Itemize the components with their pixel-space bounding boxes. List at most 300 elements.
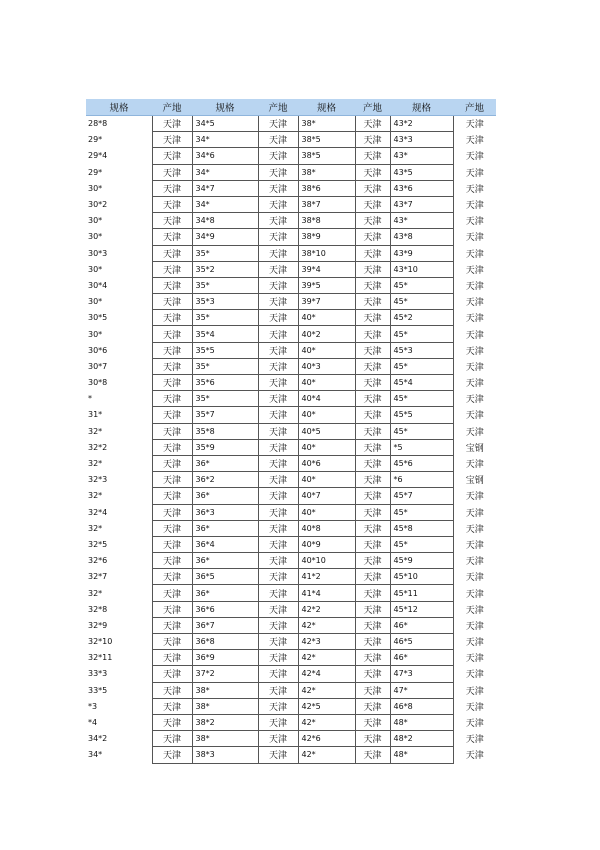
origin-cell: 天津 (258, 132, 298, 148)
spec-cell: 38*5 (298, 148, 355, 164)
table-row (86, 358, 496, 374)
spec-cell: *3 (88, 701, 98, 711)
spec-cell: 43*5 (390, 164, 453, 180)
spec-cell: 29* (88, 135, 103, 145)
spec-cell: 46*8 (390, 698, 453, 714)
origin-cell: 天津 (258, 294, 298, 310)
spec-cell: 36*6 (192, 601, 258, 617)
table-row (86, 617, 496, 633)
origin-cell: 天津 (355, 245, 390, 261)
origin-cell: 天津 (152, 391, 192, 407)
origin-cell: 天津 (152, 569, 192, 585)
spec-cell: 40* (298, 472, 355, 488)
spec-cell: 40*3 (298, 358, 355, 374)
spec-cell: 32*6 (88, 556, 108, 566)
origin-cell: 天津 (465, 120, 484, 131)
table-row (86, 326, 496, 342)
spec-cell: 35* (192, 310, 258, 326)
spec-cell: 38*3 (192, 747, 258, 763)
spec-cell: 32*2 (88, 442, 108, 452)
origin-cell: 天津 (258, 116, 298, 132)
origin-cell: 天津 (465, 670, 484, 681)
spec-cell: 38*2 (192, 714, 258, 730)
origin-cell: 天津 (465, 249, 484, 260)
spec-cell: 36* (192, 520, 258, 536)
origin-cell: 天津 (152, 472, 192, 488)
spec-cell: 42*3 (298, 634, 355, 650)
origin-cell: 天津 (152, 375, 192, 391)
table-row (86, 714, 496, 730)
spec-cell: 30*2 (88, 200, 108, 210)
origin-cell: 天津 (465, 346, 484, 357)
origin-cell: 天津 (258, 747, 298, 763)
origin-cell: 天津 (152, 407, 192, 423)
table-row (86, 682, 496, 698)
spec-cell: 46* (390, 650, 453, 666)
spec-cell: 45*6 (390, 455, 453, 471)
origin-cell: 天津 (152, 666, 192, 682)
origin-cell: 天津 (258, 326, 298, 342)
spec-cell: 32* (88, 523, 103, 533)
spec-cell: 32*3 (88, 475, 108, 485)
spec-cell: 30*4 (88, 280, 108, 290)
table-row (86, 520, 496, 536)
origin-cell: 天津 (355, 698, 390, 714)
spec-cell: 34*9 (192, 229, 258, 245)
origin-cell: 天津 (355, 488, 390, 504)
spec-cell: 39*4 (298, 261, 355, 277)
origin-cell: 天津 (355, 504, 390, 520)
spec-cell: 36* (192, 585, 258, 601)
spec-cell: 42* (298, 617, 355, 633)
column-header-spec: 规格 (192, 99, 258, 116)
spec-cell: 35* (192, 391, 258, 407)
origin-cell: 天津 (465, 492, 484, 503)
origin-cell: 天津 (355, 326, 390, 342)
table-row (86, 553, 496, 569)
spec-cell: 34* (88, 750, 103, 760)
spec-cell: 32*8 (88, 604, 108, 614)
spec-cell: 42* (298, 650, 355, 666)
spec-cell: 30* (88, 264, 103, 274)
origin-cell: 天津 (258, 375, 298, 391)
spec-cell: 29*4 (88, 151, 108, 161)
spec-cell: 45*4 (390, 375, 453, 391)
spec-cell: 40*10 (298, 553, 355, 569)
spec-cell: 35*6 (192, 375, 258, 391)
origin-cell: 天津 (465, 654, 484, 665)
origin-cell: 天津 (258, 310, 298, 326)
spec-cell: 32*11 (88, 653, 113, 663)
spec-cell: 33*5 (88, 685, 108, 695)
origin-cell: 天津 (258, 536, 298, 552)
table-row (86, 310, 496, 326)
origin-cell: 天津 (152, 504, 192, 520)
spec-cell: 45* (390, 391, 453, 407)
origin-cell: 天津 (465, 395, 484, 406)
spec-cell: 38*7 (298, 196, 355, 212)
origin-cell: 天津 (355, 148, 390, 164)
origin-cell: 天津 (152, 553, 192, 569)
table-row (86, 277, 496, 293)
table-row (86, 601, 496, 617)
spec-cell: 38*8 (298, 213, 355, 229)
spec-cell: * (88, 394, 92, 404)
origin-cell: 天津 (355, 650, 390, 666)
table-row (86, 261, 496, 277)
origin-cell: 天津 (355, 455, 390, 471)
spec-cell: 34*7 (192, 180, 258, 196)
table-row (86, 245, 496, 261)
spec-cell: 43* (390, 148, 453, 164)
origin-cell: 天津 (465, 638, 484, 649)
origin-cell: 天津 (355, 585, 390, 601)
spec-cell: 43*3 (390, 132, 453, 148)
origin-cell: 天津 (152, 148, 192, 164)
origin-cell: 天津 (355, 520, 390, 536)
origin-cell: 天津 (258, 148, 298, 164)
origin-cell: 天津 (152, 439, 192, 455)
origin-cell: 天津 (355, 342, 390, 358)
origin-cell: 天津 (355, 213, 390, 229)
origin-cell: 天津 (258, 585, 298, 601)
spec-cell: 35* (192, 358, 258, 374)
origin-cell: 天津 (465, 508, 484, 519)
spec-cell: 36* (192, 455, 258, 471)
spec-cell: 45*12 (390, 601, 453, 617)
origin-cell: 天津 (258, 358, 298, 374)
spec-cell: 30*6 (88, 345, 108, 355)
spec-cell: 41*2 (298, 569, 355, 585)
spec-cell: 42* (298, 682, 355, 698)
table-row (86, 116, 496, 132)
spec-cell: 43*10 (390, 261, 453, 277)
table-row (86, 148, 496, 164)
spec-cell: 34* (192, 196, 258, 212)
origin-cell: 天津 (258, 504, 298, 520)
origin-cell: 天津 (258, 472, 298, 488)
spec-cell: 38* (192, 682, 258, 698)
origin-cell: 天津 (152, 634, 192, 650)
origin-cell: 天津 (258, 164, 298, 180)
origin-cell: 天津 (465, 702, 484, 713)
origin-cell: 天津 (355, 261, 390, 277)
table-row (86, 747, 496, 763)
origin-cell: 天津 (152, 261, 192, 277)
table-row (86, 488, 496, 504)
table-row (86, 698, 496, 714)
table-row (86, 423, 496, 439)
spec-cell: 40*8 (298, 520, 355, 536)
spec-cell: 35*2 (192, 261, 258, 277)
origin-cell: 天津 (258, 180, 298, 196)
table-row (86, 731, 496, 747)
origin-cell: 天津 (465, 411, 484, 422)
origin-cell: 天津 (152, 747, 192, 763)
origin-cell: 天津 (258, 196, 298, 212)
table-row (86, 229, 496, 245)
spec-cell: 40*4 (298, 391, 355, 407)
origin-cell: 天津 (355, 553, 390, 569)
origin-cell: 天津 (465, 686, 484, 697)
spec-cell: 40* (298, 342, 355, 358)
spec-cell: *4 (88, 718, 98, 728)
origin-cell: 天津 (258, 553, 298, 569)
origin-cell: 天津 (152, 180, 192, 196)
origin-cell: 天津 (465, 524, 484, 535)
origin-cell: 天津 (258, 569, 298, 585)
spec-cell: 45*11 (390, 585, 453, 601)
spec-cell: 47* (390, 682, 453, 698)
origin-cell: 天津 (465, 719, 484, 730)
spec-cell: 36*9 (192, 650, 258, 666)
spec-cell: 36*7 (192, 617, 258, 633)
origin-cell: 天津 (258, 698, 298, 714)
spec-cell: 36*4 (192, 536, 258, 552)
origin-cell: 天津 (355, 714, 390, 730)
spec-cell: 42*2 (298, 601, 355, 617)
spec-cell: 38* (298, 116, 355, 132)
table-row (86, 196, 496, 212)
table-row (86, 439, 496, 455)
spec-cell: 38*6 (298, 180, 355, 196)
origin-cell: 天津 (258, 601, 298, 617)
spec-cell: 43*7 (390, 196, 453, 212)
origin-cell: 天津 (465, 201, 484, 212)
origin-cell: 天津 (152, 650, 192, 666)
column-header-spec: 规格 (390, 99, 453, 116)
spec-cell: 40*5 (298, 423, 355, 439)
spec-cell: 30*5 (88, 313, 108, 323)
origin-cell: 天津 (152, 714, 192, 730)
spec-cell: 45* (390, 294, 453, 310)
origin-cell: 天津 (465, 281, 484, 292)
origin-cell: 天津 (465, 233, 484, 244)
origin-cell: 天津 (465, 427, 484, 438)
origin-cell: 天津 (465, 217, 484, 228)
spec-cell: 36* (192, 553, 258, 569)
origin-cell: 天津 (465, 573, 484, 584)
spec-cell: 45* (390, 536, 453, 552)
spec-cell: 36*3 (192, 504, 258, 520)
origin-cell: 天津 (355, 132, 390, 148)
origin-cell: 天津 (465, 540, 484, 551)
spec-cell: 31* (88, 410, 103, 420)
spec-cell: 43*2 (390, 116, 453, 132)
table-row (86, 375, 496, 391)
spec-cell: 45*7 (390, 488, 453, 504)
spec-origin-sheet (86, 99, 496, 764)
spec-cell: 40* (298, 310, 355, 326)
table-row (86, 294, 496, 310)
origin-cell: 天津 (465, 751, 484, 762)
spec-cell: 45*9 (390, 553, 453, 569)
table-row (86, 342, 496, 358)
spec-cell: 45* (390, 423, 453, 439)
spec-origin-table (86, 99, 496, 764)
origin-cell: 天津 (355, 731, 390, 747)
origin-cell: 天津 (465, 168, 484, 179)
spec-cell: 33*3 (88, 669, 108, 679)
spec-cell: 40* (298, 504, 355, 520)
spec-cell: 32* (88, 426, 103, 436)
origin-cell: 天津 (465, 605, 484, 616)
origin-cell: 天津 (355, 294, 390, 310)
column-header-spec: 规格 (298, 99, 355, 116)
origin-cell: 天津 (465, 557, 484, 568)
spec-cell: 45* (390, 277, 453, 293)
spec-cell: 40* (298, 375, 355, 391)
column-header-spec: 规格 (86, 99, 152, 116)
origin-cell: 天津 (355, 666, 390, 682)
spec-cell: 37*2 (192, 666, 258, 682)
origin-cell: 天津 (258, 423, 298, 439)
table-row (86, 634, 496, 650)
spec-cell: 40*9 (298, 536, 355, 552)
spec-cell: 32*10 (88, 637, 113, 647)
table-row (86, 569, 496, 585)
origin-cell: 天津 (152, 310, 192, 326)
origin-cell: 天津 (152, 213, 192, 229)
spec-cell: 30*8 (88, 378, 108, 388)
table-row (86, 536, 496, 552)
spec-cell: 30* (88, 329, 103, 339)
spec-cell: 32*9 (88, 620, 108, 630)
origin-cell: 天津 (152, 294, 192, 310)
spec-cell: 38* (192, 698, 258, 714)
origin-cell: 天津 (152, 682, 192, 698)
spec-cell: 43*6 (390, 180, 453, 196)
spec-cell: 28*8 (88, 119, 108, 129)
spec-cell: 38*5 (298, 132, 355, 148)
spec-cell: 45*3 (390, 342, 453, 358)
spec-cell: 43*9 (390, 245, 453, 261)
origin-cell: 天津 (258, 617, 298, 633)
origin-cell: 天津 (355, 423, 390, 439)
spec-cell: 30* (88, 216, 103, 226)
origin-cell: 天津 (355, 116, 390, 132)
origin-cell: 天津 (465, 362, 484, 373)
origin-cell: 天津 (258, 682, 298, 698)
spec-cell: 32* (88, 491, 103, 501)
origin-cell: 天津 (465, 136, 484, 147)
spec-cell: 36*8 (192, 634, 258, 650)
spec-cell: 39*7 (298, 294, 355, 310)
origin-cell: 天津 (355, 164, 390, 180)
origin-cell: 天津 (355, 229, 390, 245)
spec-cell: 42*4 (298, 666, 355, 682)
origin-cell: 天津 (355, 472, 390, 488)
origin-cell: 天津 (355, 439, 390, 455)
spec-cell: 32*5 (88, 539, 108, 549)
origin-cell: 天津 (355, 391, 390, 407)
table-row (86, 132, 496, 148)
spec-cell: 42*5 (298, 698, 355, 714)
spec-cell: 38* (192, 731, 258, 747)
origin-cell: 天津 (465, 184, 484, 195)
origin-cell: 天津 (258, 391, 298, 407)
table-row (86, 504, 496, 520)
origin-cell: 天津 (258, 634, 298, 650)
header-row (86, 99, 496, 116)
spec-cell: 38* (298, 164, 355, 180)
origin-cell: 天津 (152, 196, 192, 212)
origin-cell: 天津 (152, 455, 192, 471)
origin-cell: 天津 (258, 229, 298, 245)
origin-cell: 天津 (355, 180, 390, 196)
spec-cell: *5 (390, 439, 453, 455)
spec-cell: 43* (390, 213, 453, 229)
spec-cell: 35* (192, 245, 258, 261)
spec-cell: 35*3 (192, 294, 258, 310)
origin-cell: 天津 (465, 330, 484, 341)
spec-cell: 42* (298, 714, 355, 730)
spec-cell: 29* (88, 167, 103, 177)
spec-cell: 40*2 (298, 326, 355, 342)
spec-cell: 36* (192, 488, 258, 504)
origin-cell: 天津 (355, 375, 390, 391)
spec-cell: 45* (390, 504, 453, 520)
origin-cell: 天津 (465, 152, 484, 163)
origin-cell: 天津 (465, 379, 484, 390)
spec-cell: 34*8 (192, 213, 258, 229)
origin-cell: 天津 (355, 569, 390, 585)
spec-cell: 30* (88, 183, 103, 193)
origin-cell: 天津 (465, 298, 484, 309)
origin-cell: 天津 (258, 714, 298, 730)
spec-cell: 45* (390, 358, 453, 374)
table-row (86, 666, 496, 682)
spec-cell: 30* (88, 297, 103, 307)
spec-cell: 32* (88, 588, 103, 598)
origin-cell: 天津 (355, 747, 390, 763)
spec-cell: 34*6 (192, 148, 258, 164)
origin-cell: 天津 (465, 265, 484, 276)
spec-cell: 30*7 (88, 361, 108, 371)
spec-cell: 41*4 (298, 585, 355, 601)
origin-cell: 天津 (355, 358, 390, 374)
spec-cell: 43*8 (390, 229, 453, 245)
spec-cell: 35*5 (192, 342, 258, 358)
spec-cell: 38*9 (298, 229, 355, 245)
spec-cell: 39*5 (298, 277, 355, 293)
origin-cell: 天津 (258, 455, 298, 471)
spec-cell: 47*3 (390, 666, 453, 682)
spec-cell: 40* (298, 439, 355, 455)
origin-cell: 天津 (355, 407, 390, 423)
origin-cell: 天津 (355, 634, 390, 650)
spec-cell: 35*9 (192, 439, 258, 455)
origin-cell: 天津 (355, 310, 390, 326)
origin-cell: 天津 (152, 245, 192, 261)
spec-cell: 35*8 (192, 423, 258, 439)
column-header-origin: 产地 (453, 99, 496, 116)
spec-cell: 45*2 (390, 310, 453, 326)
spec-cell: 32* (88, 459, 103, 469)
spec-cell: 32*7 (88, 572, 108, 582)
spec-cell: 48* (390, 747, 453, 763)
origin-cell: 天津 (258, 261, 298, 277)
origin-cell: 天津 (152, 132, 192, 148)
origin-cell: 天津 (465, 621, 484, 632)
origin-cell: 天津 (152, 164, 192, 180)
spec-cell: 35*4 (192, 326, 258, 342)
origin-cell: 天津 (152, 585, 192, 601)
origin-cell: 天津 (258, 520, 298, 536)
spec-cell: 30* (88, 232, 103, 242)
origin-cell: 天津 (465, 735, 484, 746)
table-row (86, 472, 496, 488)
